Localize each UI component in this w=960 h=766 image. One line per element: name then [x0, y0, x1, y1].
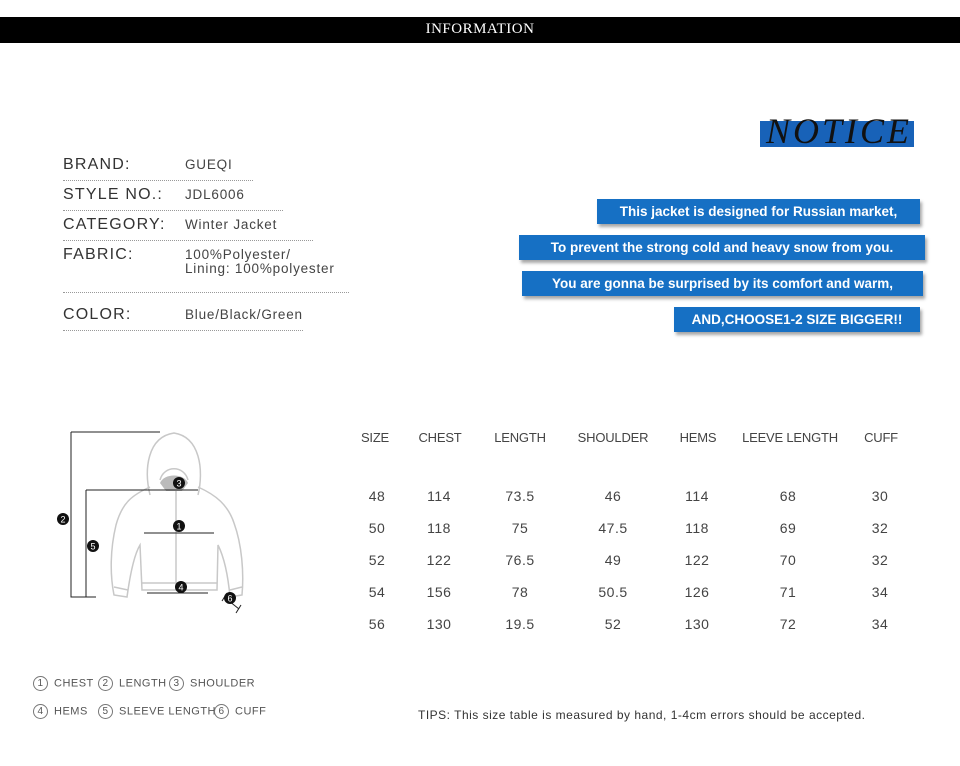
- legend-number: 2: [98, 676, 113, 691]
- legend-number: 5: [98, 704, 113, 719]
- cell-sleeve-length: 70: [779, 552, 797, 568]
- cell-cuff: 32: [871, 552, 889, 568]
- category-value: Winter Jacket: [185, 217, 278, 232]
- cell-size: 50: [368, 520, 386, 536]
- cell-cuff: 32: [871, 520, 889, 536]
- divider: [63, 330, 303, 331]
- cell-cuff: 30: [871, 488, 889, 504]
- header-title: INFORMATION: [425, 21, 535, 37]
- cell-chest: 156: [426, 584, 452, 600]
- divider: [63, 292, 349, 293]
- cell-shoulder: 47.5: [598, 520, 628, 536]
- header-hems: HEMS: [679, 430, 717, 445]
- notice-line-2: To prevent the strong cold and heavy snow from you.: [519, 235, 925, 260]
- marker-6-label: 6: [227, 593, 233, 604]
- marker-4-label: 4: [178, 582, 184, 593]
- jacket-body: [111, 487, 243, 597]
- header-bar: [0, 17, 960, 43]
- fabric-value: 100%Polyester/: [185, 247, 291, 262]
- cell-size: 52: [368, 552, 386, 568]
- legend-number: 1: [33, 676, 48, 691]
- cell-hems: 118: [685, 520, 709, 536]
- legend-item-sleeve-length: [98, 704, 216, 719]
- brand-value: GUEQI: [185, 157, 233, 172]
- divider: [63, 180, 253, 181]
- header-length: LENGTH: [494, 430, 546, 445]
- marker-2-label: 2: [60, 514, 66, 525]
- legend-item-hems: [33, 704, 88, 719]
- cell-hems: 114: [685, 488, 709, 504]
- cell-length: 76.5: [505, 552, 535, 568]
- legend-label: CUFF: [235, 705, 267, 718]
- brand-label: BRAND:: [63, 156, 131, 173]
- legend-label: CHEST: [54, 677, 94, 690]
- cell-shoulder: 49: [604, 552, 622, 568]
- cell-shoulder: 52: [604, 616, 622, 632]
- legend-number: 4: [33, 704, 48, 719]
- cell-sleeve-length: 68: [779, 488, 797, 504]
- color-label: COLOR:: [63, 306, 132, 323]
- cell-length: 75: [511, 520, 529, 536]
- header-size: SIZE: [360, 430, 390, 445]
- legend-item-length: [98, 676, 167, 691]
- cell-hems: 130: [684, 616, 710, 632]
- notice-line-3: You are gonna be surprised by its comfort and warm,: [522, 271, 923, 296]
- header-sleeve-length: LEEVE LENGTH: [742, 430, 838, 445]
- category-label: CATEGORY:: [63, 216, 166, 233]
- style-no-label: STYLE NO.:: [63, 186, 164, 203]
- cell-chest: 118: [427, 520, 451, 536]
- diagram-markers: [57, 477, 236, 604]
- divider: [63, 240, 313, 241]
- style-no-value: JDL6006: [185, 187, 245, 202]
- fabric-label: FABRIC:: [63, 246, 134, 263]
- header-cuff: CUFF: [864, 430, 898, 445]
- marker-5-label: 5: [90, 541, 96, 552]
- length-line: [71, 432, 96, 597]
- cell-chest: 130: [426, 616, 452, 632]
- tips-text: TIPS: This size table is measured by hand, 1-4cm errors should be accepted.: [418, 708, 866, 722]
- header-shoulder: SHOULDER: [577, 430, 649, 445]
- cell-size: 56: [368, 616, 386, 632]
- header-chest: CHEST: [418, 430, 462, 445]
- jacket-diagram: [52, 425, 252, 615]
- cell-sleeve-length: 71: [779, 584, 797, 600]
- cell-length: 19.5: [505, 616, 535, 632]
- legend-item-cuff: [214, 704, 266, 719]
- divider: [63, 210, 283, 211]
- legend-item-shoulder: [169, 676, 255, 691]
- cell-length: 78: [511, 584, 529, 600]
- cell-length: 73.5: [505, 488, 535, 504]
- cell-shoulder: 46: [604, 488, 622, 504]
- cell-cuff: 34: [871, 616, 889, 632]
- cell-chest: 122: [426, 552, 452, 568]
- legend-label: HEMS: [54, 705, 88, 718]
- marker-1-label: 1: [176, 521, 182, 532]
- legend-label: SLEEVE LENGTH: [119, 705, 216, 718]
- color-value: Blue/Black/Green: [185, 307, 303, 322]
- legend-item-chest: [33, 676, 94, 691]
- notice-line-1: This jacket is designed for Russian market,: [597, 199, 920, 224]
- cell-size: 54: [368, 584, 386, 600]
- fabric-lining-value: Lining: 100%polyester: [185, 261, 335, 276]
- notice-title: NOTICE: [766, 111, 913, 151]
- cell-size: 48: [368, 488, 386, 504]
- legend-label: SHOULDER: [190, 677, 256, 690]
- legend-label: LENGTH: [119, 677, 167, 690]
- marker-3-label: 3: [176, 478, 182, 489]
- cell-sleeve-length: 69: [779, 520, 797, 536]
- cell-cuff: 34: [871, 584, 889, 600]
- cell-hems: 122: [684, 552, 710, 568]
- legend-number: 3: [169, 676, 184, 691]
- cell-chest: 114: [427, 488, 451, 504]
- cell-hems: 126: [684, 584, 710, 600]
- legend-number: 6: [214, 704, 229, 719]
- cell-shoulder: 50.5: [598, 584, 628, 600]
- cell-sleeve-length: 72: [779, 616, 797, 632]
- notice-line-4: AND,CHOOSE1-2 SIZE BIGGER!!: [674, 307, 920, 332]
